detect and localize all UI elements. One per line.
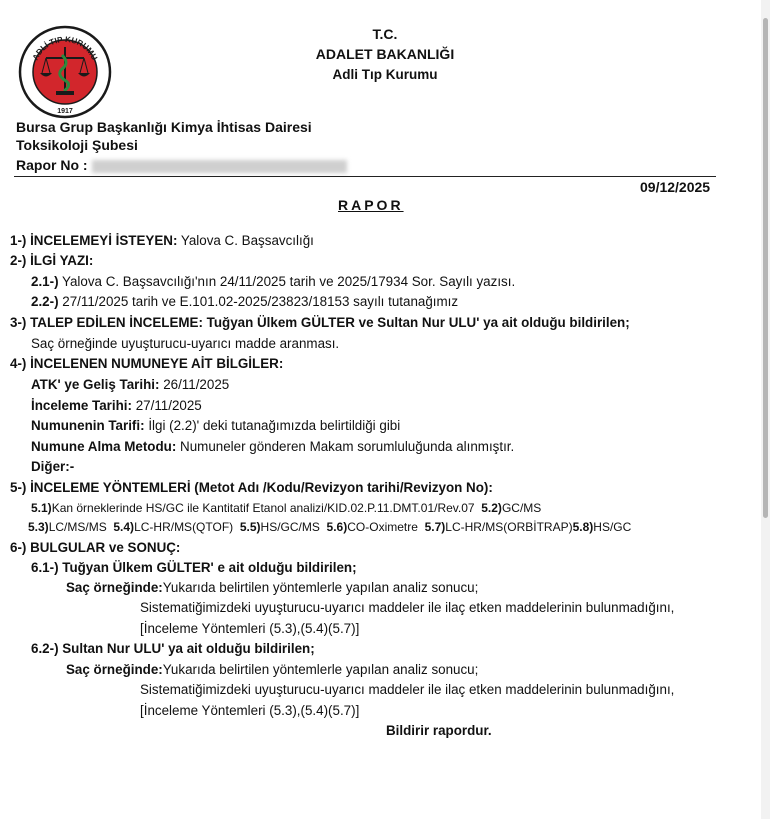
inspection-date-row	[31, 398, 202, 413]
institution-line-1: Bursa Grup Başkanlığı Kimya İhtisas Dairesi	[16, 119, 312, 135]
method-5-8: HS/GC	[593, 520, 632, 534]
finding-6-2-sample-value: Yukarıda belirtilen yöntemlerle yapılan analiz sonucu;	[162, 662, 479, 677]
section-2-item-1-text: Yalova C. Başsavcılığı'nın 24/11/2025 tarih ve 2025/17934 Sor. Sayılı yazısı.	[62, 274, 516, 289]
finding-6-1-sample	[66, 580, 478, 595]
inspection-date-label: İnceleme Tarihi:	[31, 398, 132, 413]
finding-6-2-sample	[66, 662, 478, 677]
method-5-4-number: 5.4)	[113, 520, 135, 534]
section-2-item-2-text: 27/11/2025 tarih ve E.101.02-2025/23823/18153 sayılı tutanağımız	[62, 294, 459, 309]
method-5-4: LC-HR/MS(QTOF)	[134, 520, 234, 534]
redacted-report-no	[92, 160, 347, 173]
method-5-3: LC/MS/MS	[48, 520, 107, 534]
sampling-method-value: Numuneler gönderen Makam sorumluluğunda alınmıştır.	[180, 439, 515, 454]
method-5-5-number: 5.5)	[239, 520, 261, 534]
finding-6-1-sample-value: Yukarıda belirtilen yöntemlerle yapılan analiz sonucu;	[162, 580, 479, 595]
finding-6-1-line-2: Sistematiğimizdeki uyuşturucu-uyarıcı maddeler ile ilaç etken maddelerinin bulunmadığını,	[140, 600, 675, 615]
report-title: RAPOR	[338, 197, 404, 213]
section-2-item-2	[31, 294, 458, 309]
report-no-row	[16, 157, 347, 173]
logo-ring-text: ADLİ TIP KURUMU	[30, 34, 100, 62]
finding-6-1-head: 6.1-) Tuğyan Ülkem GÜLTER' e ait olduğu bildirilen;	[31, 560, 357, 575]
method-5-7-number: 5.7)	[424, 520, 446, 534]
finding-6-2-head: 6.2-) Sultan Nur ULU' ya ait olduğu bildirilen;	[31, 641, 315, 656]
section-1-value: Yalova C. Başsavcılığı	[180, 233, 314, 248]
scrollbar[interactable]	[761, 0, 770, 819]
atk-arrival-value: 26/11/2025	[163, 377, 230, 392]
logo-year: 1917	[57, 108, 73, 115]
method-5-8-number: 5.8)	[572, 520, 594, 534]
section-2-item-1-number: 2.1-)	[31, 274, 59, 289]
adli-tip-kurumu-logo	[18, 25, 112, 119]
section-2-item-2-number: 2.2-)	[31, 294, 59, 309]
sampling-method-label: Numune Alma Metodu:	[31, 439, 177, 454]
section-3-label: 3-) TALEP EDİLEN İNCELEME: Tuğyan Ülkem GÜLTER ve Sultan Nur ULU' ya ait olduğu bildirilen;	[10, 315, 630, 330]
section-6-label: 6-) BULGULAR ve SONUÇ:	[10, 540, 181, 555]
method-5-6: CO-Oximetre	[347, 520, 418, 534]
sample-description-label: Numunenin Tarifi:	[31, 418, 145, 433]
report-no-label: Rapor No :	[16, 157, 88, 173]
finding-6-2-line-2: Sistematiğimizdeki uyuşturucu-uyarıcı maddeler ile ilaç etken maddelerinin bulunmadığını,	[140, 682, 675, 697]
section-4-label: 4-) İNCELENEN NUMUNEYE AİT BİLGİLER:	[10, 356, 284, 371]
finding-6-2-line-3: [İnceleme Yöntemleri (5.3),(5.4)(5.7)]	[140, 703, 360, 718]
inspection-date-value: 27/11/2025	[135, 398, 202, 413]
header-line-2: ADALET BAKANLIĞI	[315, 46, 455, 62]
method-5-1: Kan örneklerinde HS/GC ile Kantitatif Etanol analizi/KID.02.P.11.DMT.01/Rev.07	[51, 501, 475, 515]
finding-6-1-line-3: [İnceleme Yöntemleri (5.3),(5.4)(5.7)]	[140, 621, 360, 636]
methods-line-2	[28, 520, 631, 534]
atk-arrival-label: ATK' ye Geliş Tarihi:	[31, 377, 160, 392]
atk-arrival-row	[31, 377, 229, 392]
method-5-2-number: 5.2)	[481, 501, 502, 515]
closing-statement: Bildirir rapordur.	[386, 723, 492, 738]
sample-description-value: İlgi (2.2)' deki tutanağımızda belirtildiği gibi	[148, 418, 401, 433]
sampling-method-row	[31, 439, 514, 454]
section-1-label: 1-) İNCELEMEYİ İSTEYEN:	[10, 233, 178, 248]
header-divider	[14, 176, 716, 177]
scrollbar-thumb[interactable]	[763, 18, 768, 518]
method-5-7: LC-HR/MS(ORBİTRAP)	[445, 520, 573, 534]
section-5-label: 5-) İNCELEME YÖNTEMLERİ (Metot Adı /Kodu/Revizyon tarihi/Revizyon No):	[10, 480, 493, 495]
section-3-text: Saç örneğinde uyuşturucu-uyarıcı madde aranması.	[31, 336, 340, 351]
section-1	[10, 233, 314, 248]
other-label: Diğer:-	[31, 459, 75, 474]
method-5-2: GC/MS	[501, 501, 542, 515]
header-line-3: Adli Tıp Kurumu	[332, 67, 438, 82]
finding-6-2-sample-label: Saç örneğinde:	[66, 662, 163, 677]
sample-description-row	[31, 418, 400, 433]
method-5-5: HS/GC/MS	[260, 520, 320, 534]
finding-6-1-sample-label: Saç örneğinde:	[66, 580, 163, 595]
section-2-label: 2-) İLGİ YAZI:	[10, 253, 94, 268]
institution-line-2: Toksikoloji Şubesi	[16, 137, 138, 153]
report-date: 09/12/2025	[640, 179, 711, 195]
method-5-3-number: 5.3)	[28, 520, 49, 534]
method-5-6-number: 5.6)	[326, 520, 348, 534]
methods-line-1	[31, 501, 541, 515]
section-2-item-1	[31, 274, 515, 289]
header-line-1: T.C.	[372, 26, 398, 42]
method-5-1-number: 5.1)	[31, 501, 52, 515]
